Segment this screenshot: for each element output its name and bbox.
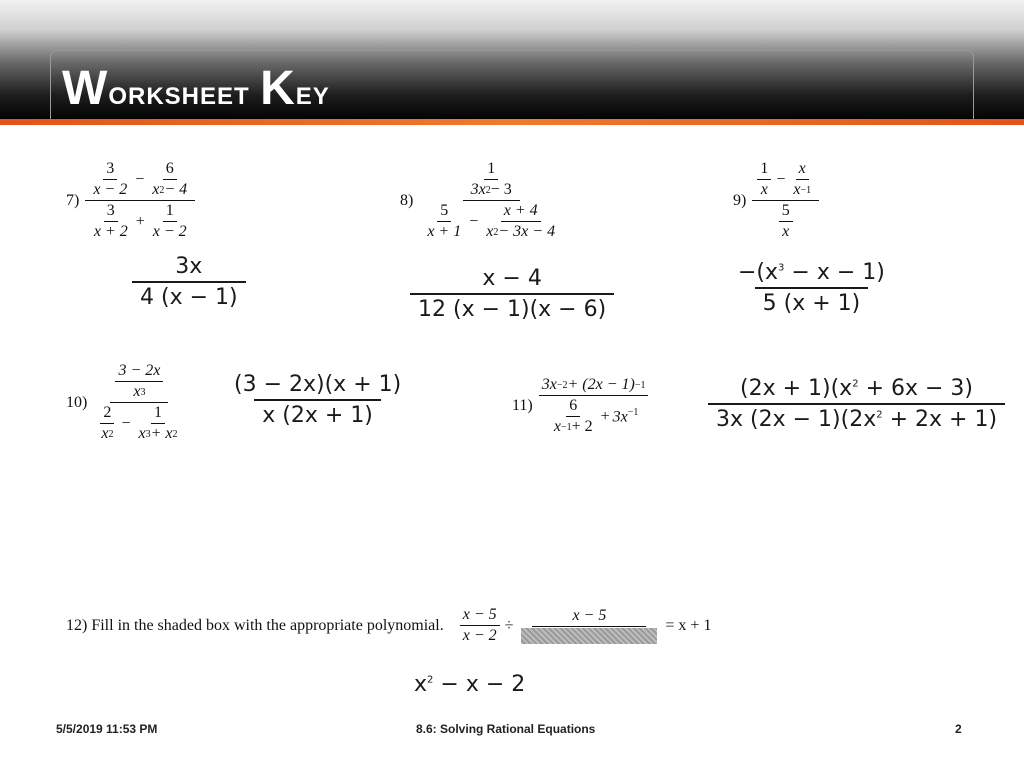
problem-7	[66, 160, 197, 241]
answer-9: $-(x^3 - x - 1)$ 5 (x + 1)	[738, 260, 885, 316]
answer-7: 3x 4 (x − 1)	[132, 254, 246, 310]
footer-title: 8.6: Solving Rational Equations	[416, 722, 596, 736]
problem-number: 10)	[66, 393, 88, 411]
problem-9	[733, 160, 821, 241]
answer-12: $x^2 - x - 2$	[414, 672, 526, 697]
problem-number: 9)	[733, 191, 747, 209]
answer-8: x − 4 12 (x − 1)(x − 6)	[410, 266, 614, 322]
fraction-left: $\frac{x - 5}{x - 2}$	[460, 606, 500, 645]
shaded-box	[521, 628, 657, 644]
complex-fraction: 1 3x 2 − 3 $\frac{5}{x + 1}$ − x + 4 x 2 − 3x − 4	[427, 160, 556, 240]
answer-10: (3 − 2x)(x + 1) x (2x + 1)	[234, 372, 402, 428]
problem-11	[512, 376, 650, 436]
problem-number: 12)	[66, 616, 88, 634]
page-number: 2	[955, 722, 962, 736]
problem-10	[66, 362, 187, 443]
problem-12-instruction: Fill in the shaded box with the appropriate polynomial.	[91, 616, 444, 634]
fraction-shaded: x − 5	[518, 607, 660, 644]
complex-fraction: $\frac{1}{x}$ − x x −1 $\frac{5}{x}$	[752, 160, 819, 241]
problem-number: 7)	[66, 191, 80, 209]
complex-fraction: 3 − 2x x 3 2 x 2 − 1 x 3 + x 2	[101, 362, 178, 442]
problem-8	[400, 160, 565, 241]
problem-number: 11)	[512, 397, 533, 414]
problem-12: 12) Fill in the shaded box with the appropriate polynomial. $\frac{x - 5}{x - 2}$ ÷ x − 5 = x + 1	[66, 606, 712, 644]
answer-11: $(2x + 1)(x^2 + 6x - 3)$ 3x $(2x - 1)(2x^2 + 2x + 1)$	[708, 376, 1005, 432]
footer-date: 5/5/2019 11:53 PM	[56, 722, 158, 736]
complex-fraction: $\frac{3}{x - 2}$ − 6 x 2 − 4 $\frac{3}{x + 2}$ + $\frac{1}{x - 2}$	[85, 160, 195, 241]
problem-number: 8)	[400, 191, 414, 209]
slide-title: Worksheet Key	[62, 62, 330, 115]
complex-fraction: 3x −2 + (2x − 1) −1 6 x −1 + 2 + $3x^{-1}$	[539, 376, 649, 436]
